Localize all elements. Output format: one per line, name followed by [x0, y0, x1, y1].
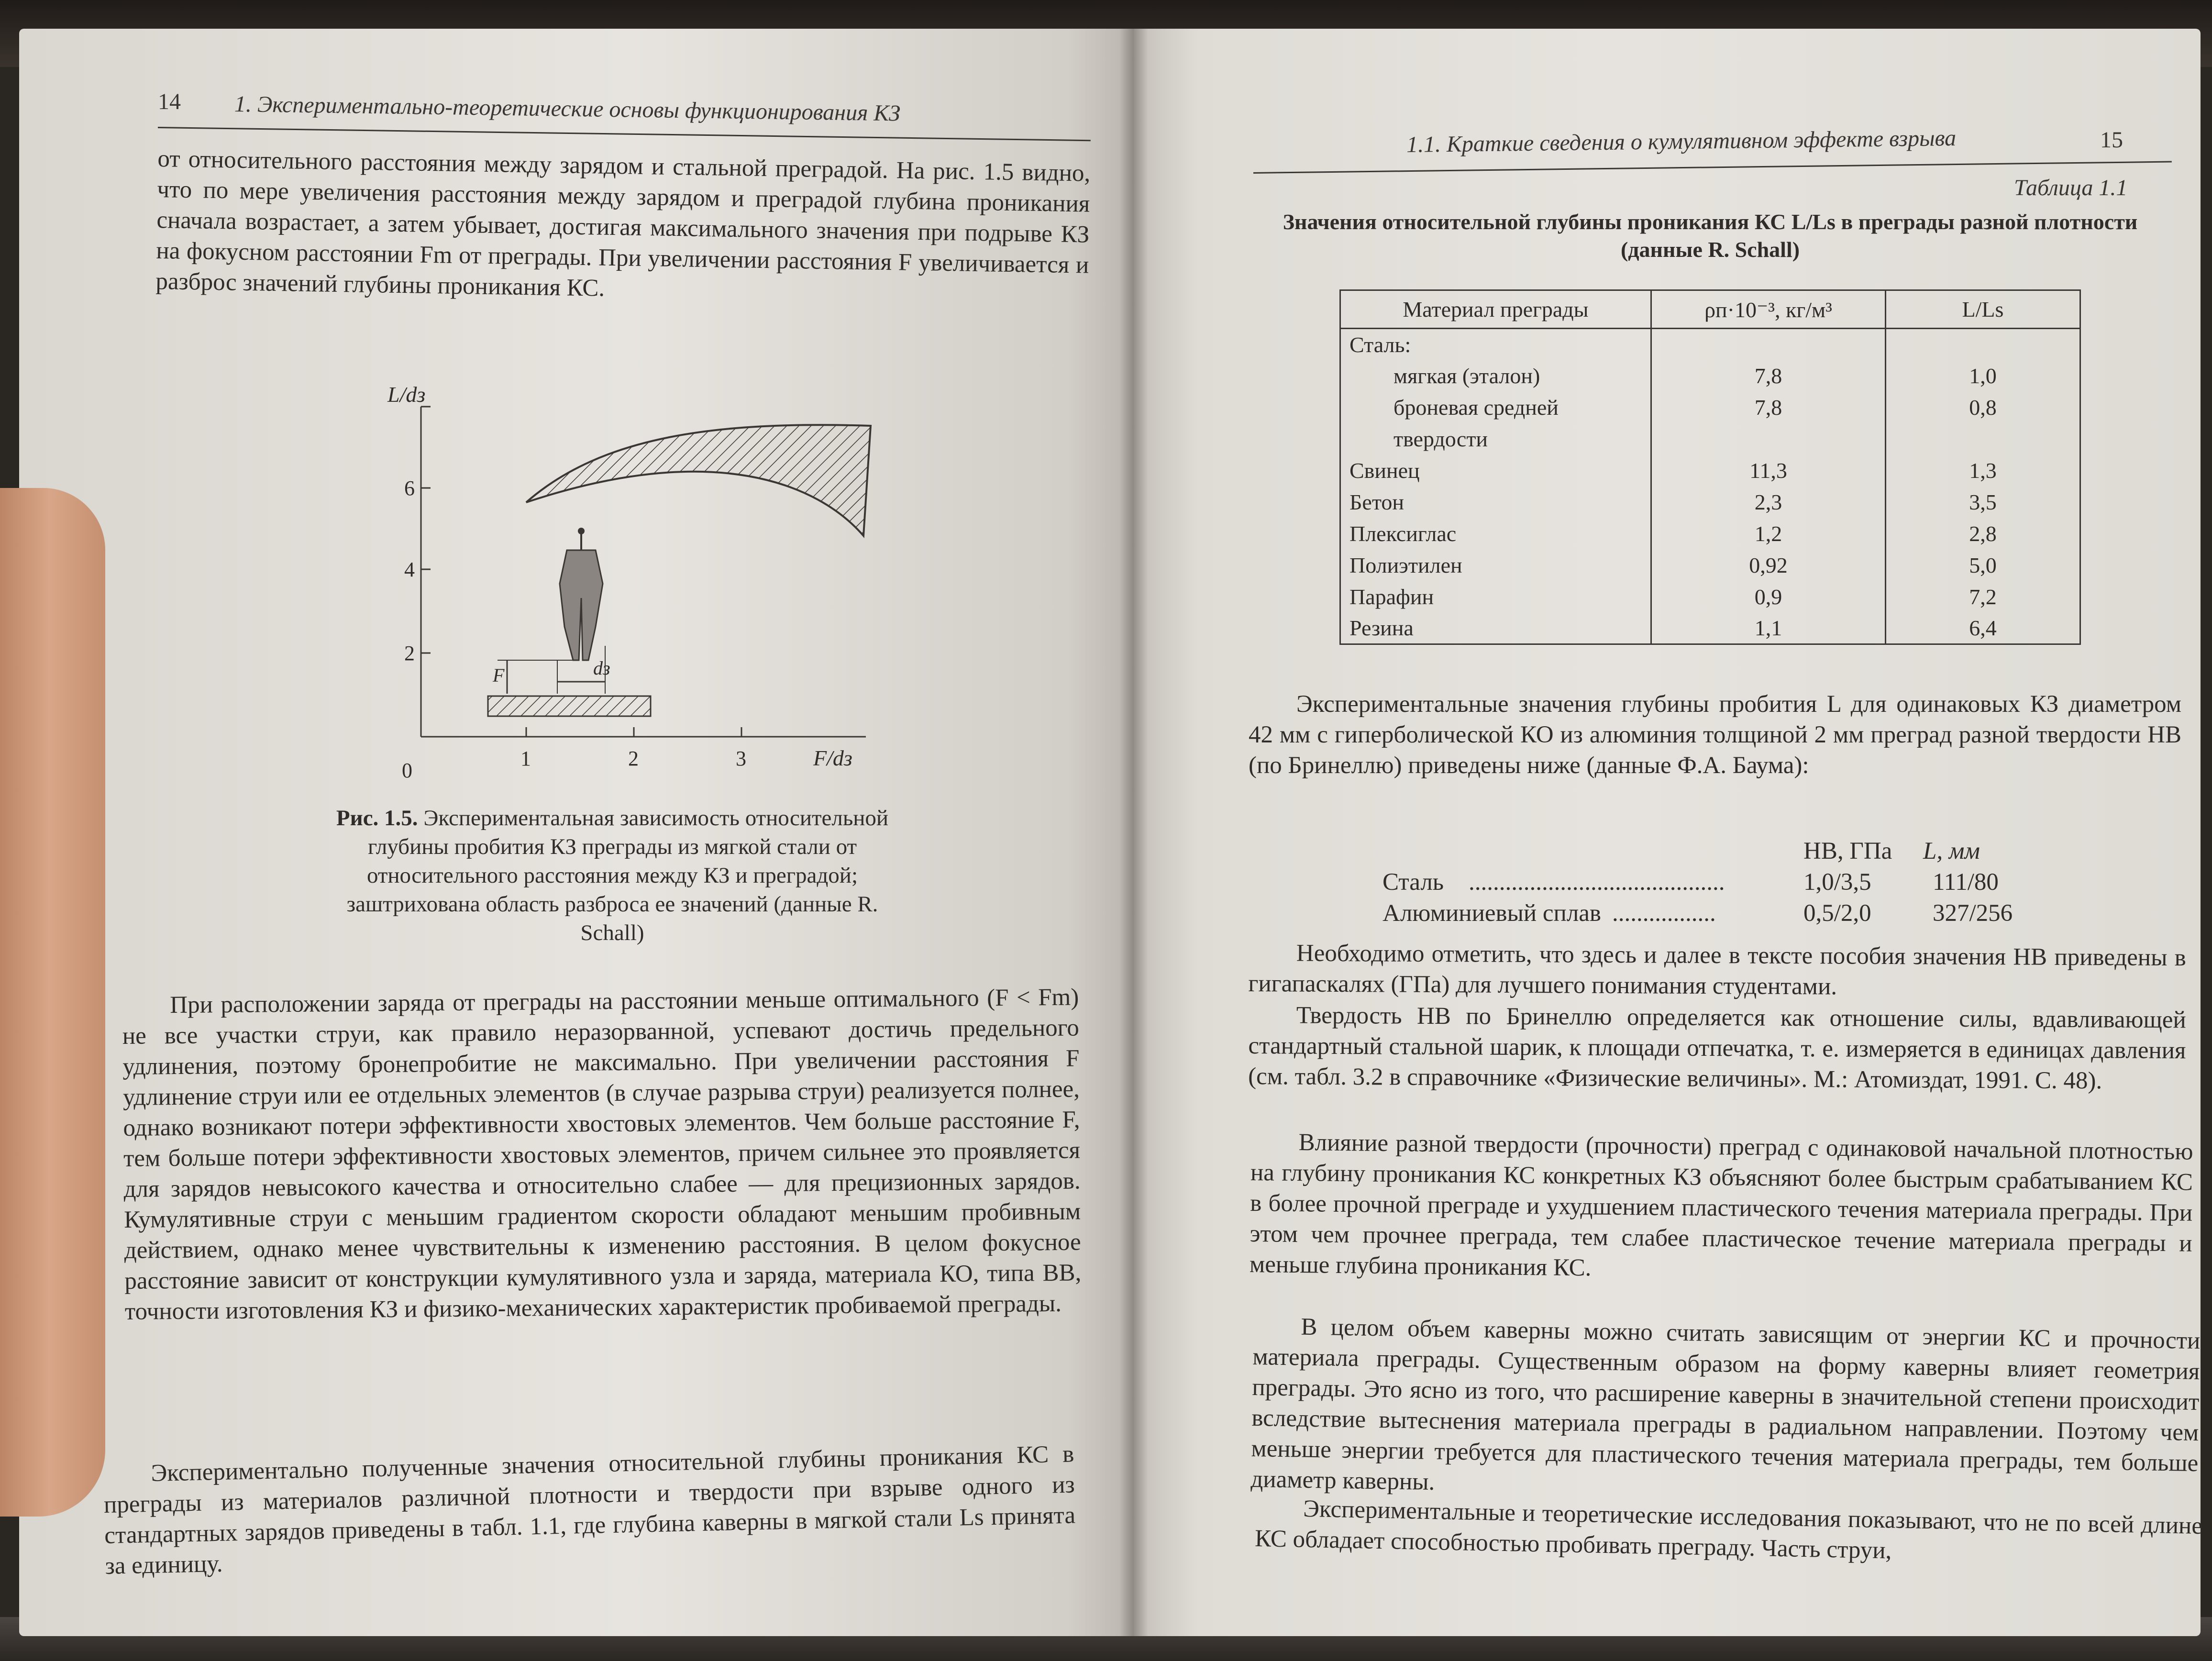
figure-caption	[330, 804, 895, 947]
baum-row-alloy-name: Алюминиевый сплав	[1382, 900, 1601, 927]
table-header-material: Материал преграды	[1340, 290, 1651, 329]
cell-density: 1,2	[1651, 518, 1886, 550]
baum-col-l: L, мм	[1923, 838, 1980, 864]
x-tick-3: 3	[736, 747, 746, 770]
baum-col-hb: HB, ГПа	[1803, 838, 1892, 864]
d-label: dз	[593, 657, 610, 679]
baum-row-steel-hb: 1,0/3,5	[1803, 869, 1871, 896]
paragraph-6-right: Экспериментальные и теоретические исследования показывают, что не по всей длине КС обладает способностью пробивать преграду. Часть струи,	[1254, 1495, 2203, 1564]
cell-density: 0,9	[1651, 581, 1886, 613]
table-label: Таблица 1.1	[2014, 175, 2128, 200]
cell-ratio: 2,8	[1886, 518, 2080, 550]
cell-material: броневая средней	[1340, 392, 1651, 423]
cell-density: 2,3	[1651, 487, 1886, 518]
cell-density: 7,8	[1651, 360, 1886, 392]
baum-row-alloy-dots: .................	[1612, 900, 1716, 927]
cell-density: 0,92	[1651, 550, 1886, 581]
x-axis-label: F/dз	[813, 746, 852, 770]
paragraph-2-left: При расположении заряда от преграды на расстоянии меньше оптимального (F < Fm) не все участки струи, как правило неразорванной, успевают достичь предельного удлинения, поэтому бронепробитие не максимально. При увеличении расстояния F удлинение струи или ее отдельных элементов (в случае разрыва струи) реализуется полнее, однако возникают потери эффективности хвостовых элементов. Чем больше расстояние F, тем больше потери эффективности хвостовых элементов, причем сильнее это проявляется для зарядов невысокого качества и относительно слабее — для прецизионных зарядов. Кумулятивные струи с меньшим градиентом скорости обладают меньшим пробивным действием, однако менее чувствительны к изменению расстояния. В целом фокусное расстояние зависит от конструкции кумулятивного узла и заряда, материала КО, типа ВВ, точности изготовления КЗ и физико-механических характеристик пробиваемой преграды.	[122, 984, 1082, 1325]
table-1-1	[1339, 289, 2081, 645]
cell-ratio	[1886, 423, 2080, 455]
paragraph-5-right: В целом объем каверны можно считать зависящим от энергии КС и прочности материала преграды. Существенным образом на форму каверны влияет геометрия преграды. Это ясно из того, что расширение каверны в значительной степени происходит вследствие вытеснения материала преграды в радиальном направлении. Поэтому чем меньше энергии требуется для пластического течения материала преграды, тем больше диаметр каверны.	[1250, 1313, 2201, 1495]
table-row	[1340, 360, 2080, 392]
header-rule-right	[1253, 161, 2172, 174]
cell-ratio: 6,4	[1886, 613, 2080, 644]
paragraph-top-left: от относительного расстояния между зарядом и стальной преградой. На рис. 1.5 видно, что по мере увеличения расстояния между зарядом и преградой глубина проникания сначала возрастает, а затем убывает, достигая максимального значения при подрыве КЗ на фокусном расстоянии Fm от преграды. При увеличении расстояния F увеличивается и разброс значений глубины проникания КС.	[155, 145, 1091, 302]
cell-material: Сталь:	[1340, 329, 1651, 360]
running-head-left: 1. Экспериментально-теоретические основы функционирования КЗ	[234, 91, 901, 126]
scatter-region	[526, 425, 871, 536]
cell-material: Полиэтилен	[1340, 550, 1651, 581]
cell-material: Резина	[1340, 613, 1651, 644]
cell-material: Парафин	[1340, 581, 1651, 613]
page-number-right: 15	[2100, 127, 2123, 153]
table-row	[1340, 550, 2080, 581]
table-header-density: ρп·10⁻³, кг/м³	[1651, 290, 1886, 329]
x-tick-1: 1	[520, 747, 531, 770]
origin-label: 0	[402, 759, 412, 782]
table-row	[1340, 518, 2080, 550]
cell-ratio	[1886, 329, 2080, 360]
right-page	[1134, 29, 2201, 1636]
table-row	[1340, 392, 2080, 423]
cell-density	[1651, 423, 1886, 455]
cell-density	[1651, 329, 1886, 360]
table-row	[1340, 329, 2080, 360]
y-tick-4: 4	[404, 558, 415, 581]
table-row	[1340, 581, 2080, 613]
caption-text: Экспериментальная зависимость относительной глубины пробития КЗ преграды из мягкой стали от относительного расстояния между КЗ и преградой; заштрихована область разброса ее значений (данные R. Schall)	[346, 806, 889, 945]
target-plate	[488, 696, 651, 716]
paragraph-2-right: Необходимо отметить, что здесь и далее в тексте пособия значения НВ приведены в гигапаскалях (ГПа) для лучшего понимания студентами.	[1248, 940, 2186, 1000]
cell-ratio: 1,0	[1886, 360, 2080, 392]
book-spread	[19, 29, 2201, 1636]
baum-row-alloy-hb: 0,5/2,0	[1803, 900, 1871, 927]
running-head-right: 1.1. Краткие сведения о кумулятивном эффекте взрыва	[1406, 125, 1957, 157]
caption-label: Рис. 1.5.	[336, 806, 418, 830]
table-row	[1340, 613, 2080, 644]
y-tick-6: 6	[404, 476, 415, 500]
paragraph-3-right: Твердость НВ по Бринеллю определяется как отношение силы, вдавливающей стандартный стальной шарик, к площади отпечатка, т. е. измеряется в единицах давления (см. табл. 3.2 в справочнике «Физические величины». М.: Атомиздат, 1991. С. 48).	[1248, 1002, 2186, 1095]
cell-ratio: 7,2	[1886, 581, 2080, 613]
figure-svg	[354, 359, 909, 789]
cell-density: 11,3	[1651, 455, 1886, 487]
page-number-left: 14	[158, 89, 181, 114]
cell-ratio: 0,8	[1886, 392, 2080, 423]
baum-row-alloy-l: 327/256	[1933, 900, 2013, 927]
table-row	[1340, 487, 2080, 518]
book-gutter	[1119, 29, 1148, 1636]
cell-material: Плексиглас	[1340, 518, 1651, 550]
cell-material: мягкая (эталон)	[1340, 360, 1651, 392]
f-label: F	[493, 664, 505, 686]
baum-row-steel-l: 111/80	[1933, 869, 1999, 896]
cell-material: твердости	[1340, 423, 1651, 455]
cell-material: Свинец	[1340, 455, 1651, 487]
cell-ratio: 3,5	[1886, 487, 2080, 518]
cell-density: 1,1	[1651, 613, 1886, 644]
paragraph-4-right: Влияние разной твердости (прочности) преград с одинаковой начальной плотностью на глубину проникания КС конкретных КЗ объясняют более быстрым срабатыванием КС в более прочной преграде и ухудшением пластического течения материала преграды. При этом чем прочнее преграда, тем слабее пластическое течение материала преграды и меньше глубина проникания КС.	[1249, 1129, 2193, 1282]
y-tick-2: 2	[404, 642, 415, 665]
x-tick-2: 2	[628, 747, 639, 770]
baum-row-steel-name: Сталь	[1382, 869, 1444, 896]
cell-ratio: 5,0	[1886, 550, 2080, 581]
y-axis-label: L/dз	[387, 382, 426, 407]
left-page	[19, 29, 1134, 1636]
charge-shape	[560, 550, 603, 660]
table-row	[1340, 423, 2080, 455]
thumb	[0, 488, 105, 1517]
paragraph-3-left: Экспериментально полученные значения относительной глубины проникания КС в преграды из материалов различной плотности и твердости при взрыве одного из стандартных зарядов приведены в табл. 1.1, где глубина каверны в мягкой стали Ls принята за единицу.	[103, 1440, 1076, 1580]
table-title: Значения относительной глубины проникания КС L/Ls в преграды разной плотности (данные R. Schall)	[1283, 210, 2138, 262]
cell-ratio: 1,3	[1886, 455, 2080, 487]
cell-density: 7,8	[1651, 392, 1886, 423]
table-row	[1340, 455, 2080, 487]
header-rule-left	[158, 127, 1091, 141]
figure-1-5	[354, 359, 909, 789]
paragraph-1-right: Экспериментальные значения глубины пробития L для одинаковых КЗ диаметром 42 мм с гиперболической КО из алюминия толщиной 2 мм преград разной твердости НВ (по Бринеллю) приведены ниже (данные Ф.А. Баума):	[1249, 691, 2181, 779]
cell-material: Бетон	[1340, 487, 1651, 518]
baum-row-steel-dots: ..........................................	[1469, 869, 1725, 896]
table-header-ratio: L/Ls	[1886, 290, 2080, 329]
